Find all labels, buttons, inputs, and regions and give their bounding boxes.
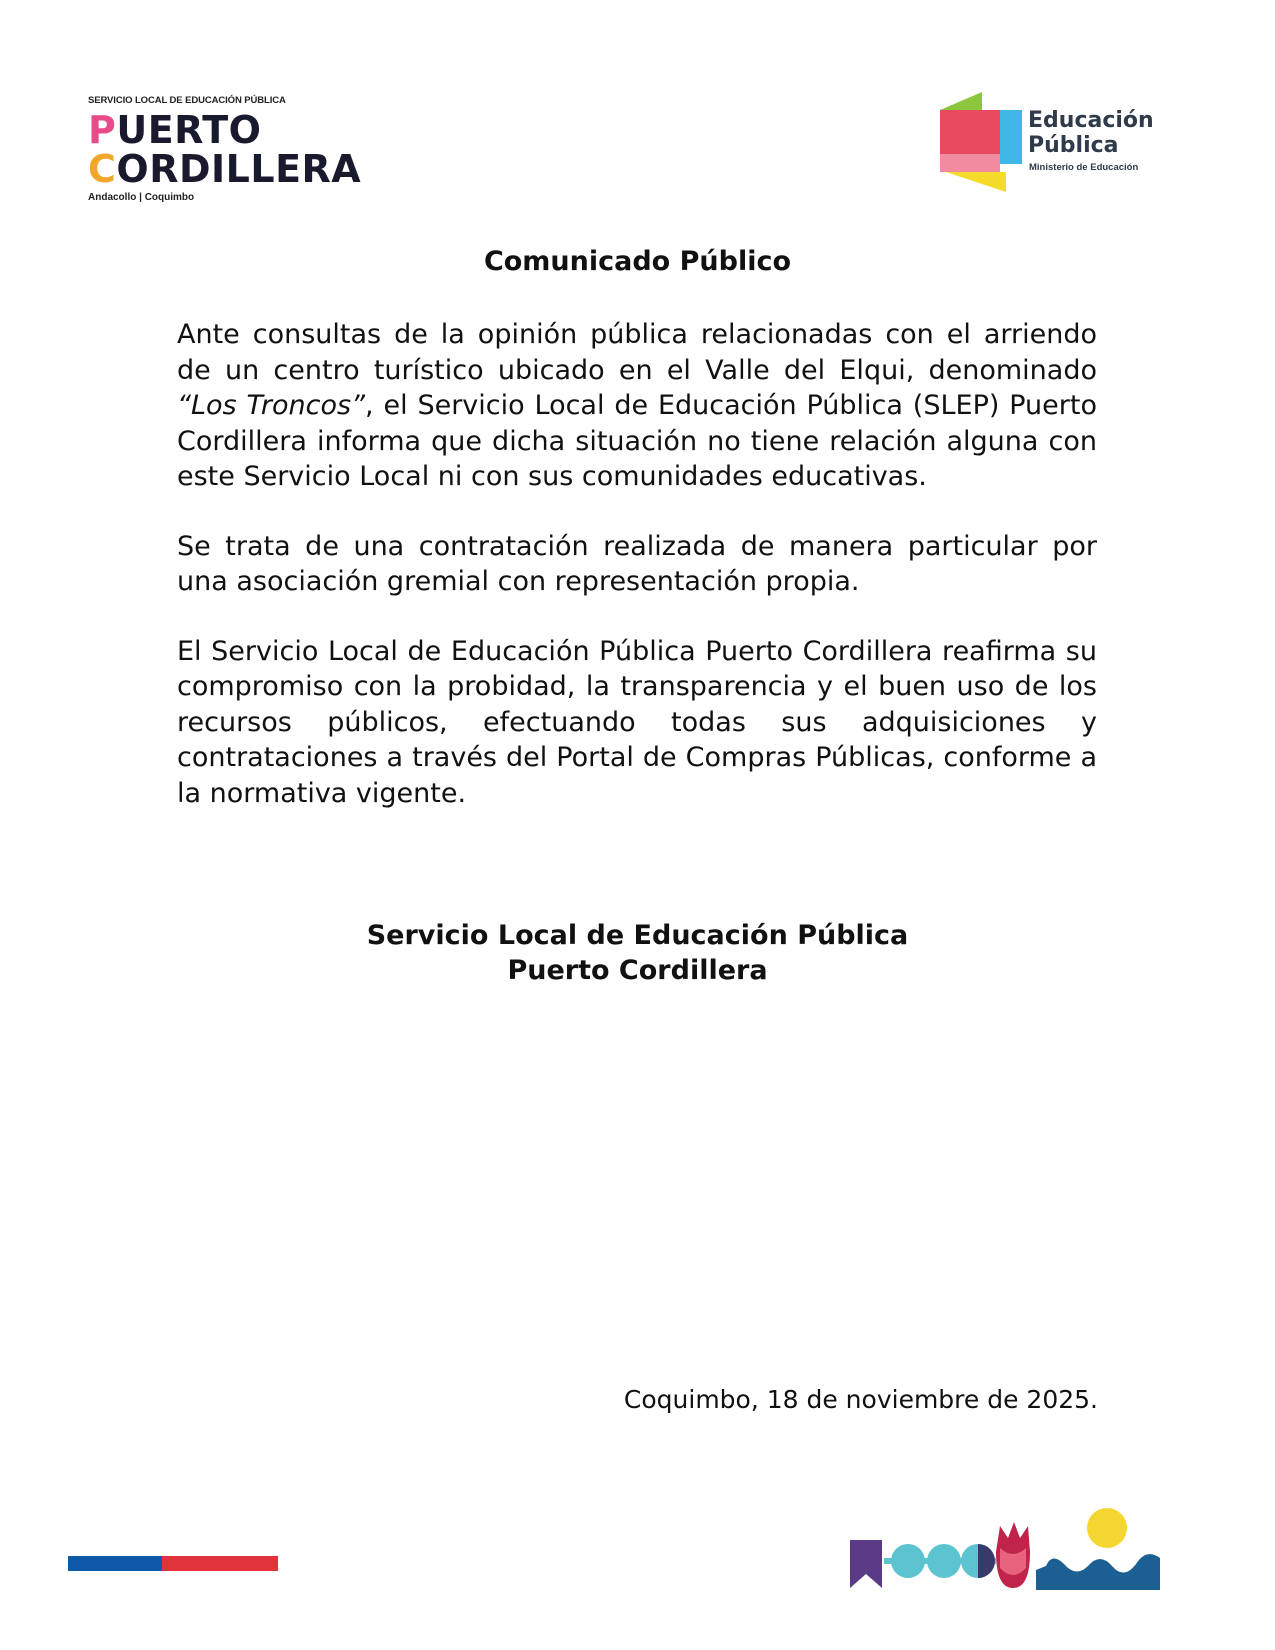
logo-service-text: SERVICIO LOCAL DE EDUCACIÓN PÚBLICA [88,95,286,106]
logo-ministry-text: Ministerio de Educación [1029,162,1139,173]
document-date: Coquimbo, 18 de noviembre de 2025. [623,1385,1098,1414]
educacion-publica-logo [940,92,1180,197]
signature-line-2: Puerto Cordillera [507,955,768,986]
paragraph-3: El Servicio Local de Educación Pública Puerto Cordillera reafirma su compromiso con la probidad, la transparencia y el buen uso de los recursos públicos, efectuando todas sus adquisiciones y contrataciones a través del Portal de Compras Públicas, conforme a la normativa vigente. [177,635,1097,809]
logo-title-line2: Pública [1028,133,1119,158]
educacion-publica-mark-icon [940,92,1022,197]
document-title: Comunicado Público [483,246,792,277]
flag-red-segment [162,1556,278,1571]
chile-flag-bar [68,1556,278,1571]
venue-name: “Los Troncos” [177,390,366,421]
footer-decorative-art-icon [850,1508,1170,1598]
signature-block [0,918,1275,988]
puerto-cordillera-logo [88,92,388,202]
flag-blue-segment [68,1556,162,1571]
logo-locations-text: Andacollo | Coquimbo [88,192,195,203]
document-body [177,317,1097,845]
paragraph-2: Se trata de una contratación realizada de manera particular por una asociación gremial con representación propia. [177,530,1097,597]
logo-title-line1: Educación [1028,108,1154,133]
logo-word-cordillera: CORDILLERA [88,147,362,191]
signature-line-1: Servicio Local de Educación Pública [366,920,909,951]
logo-word-puerto: PUERTO [88,108,262,152]
paragraph-1: Ante consultas de la opinión pública relacionadas con el arriendo de un centro turístico ubicado en el Valle del Elqui, denominado “Los Troncos”, el Servicio Local de Educación Pública (SLEP) Puerto Cordillera informa que dicha situación no tiene relación alguna con este Servicio Local ni con sus comunidades educativas. [177,319,1097,492]
